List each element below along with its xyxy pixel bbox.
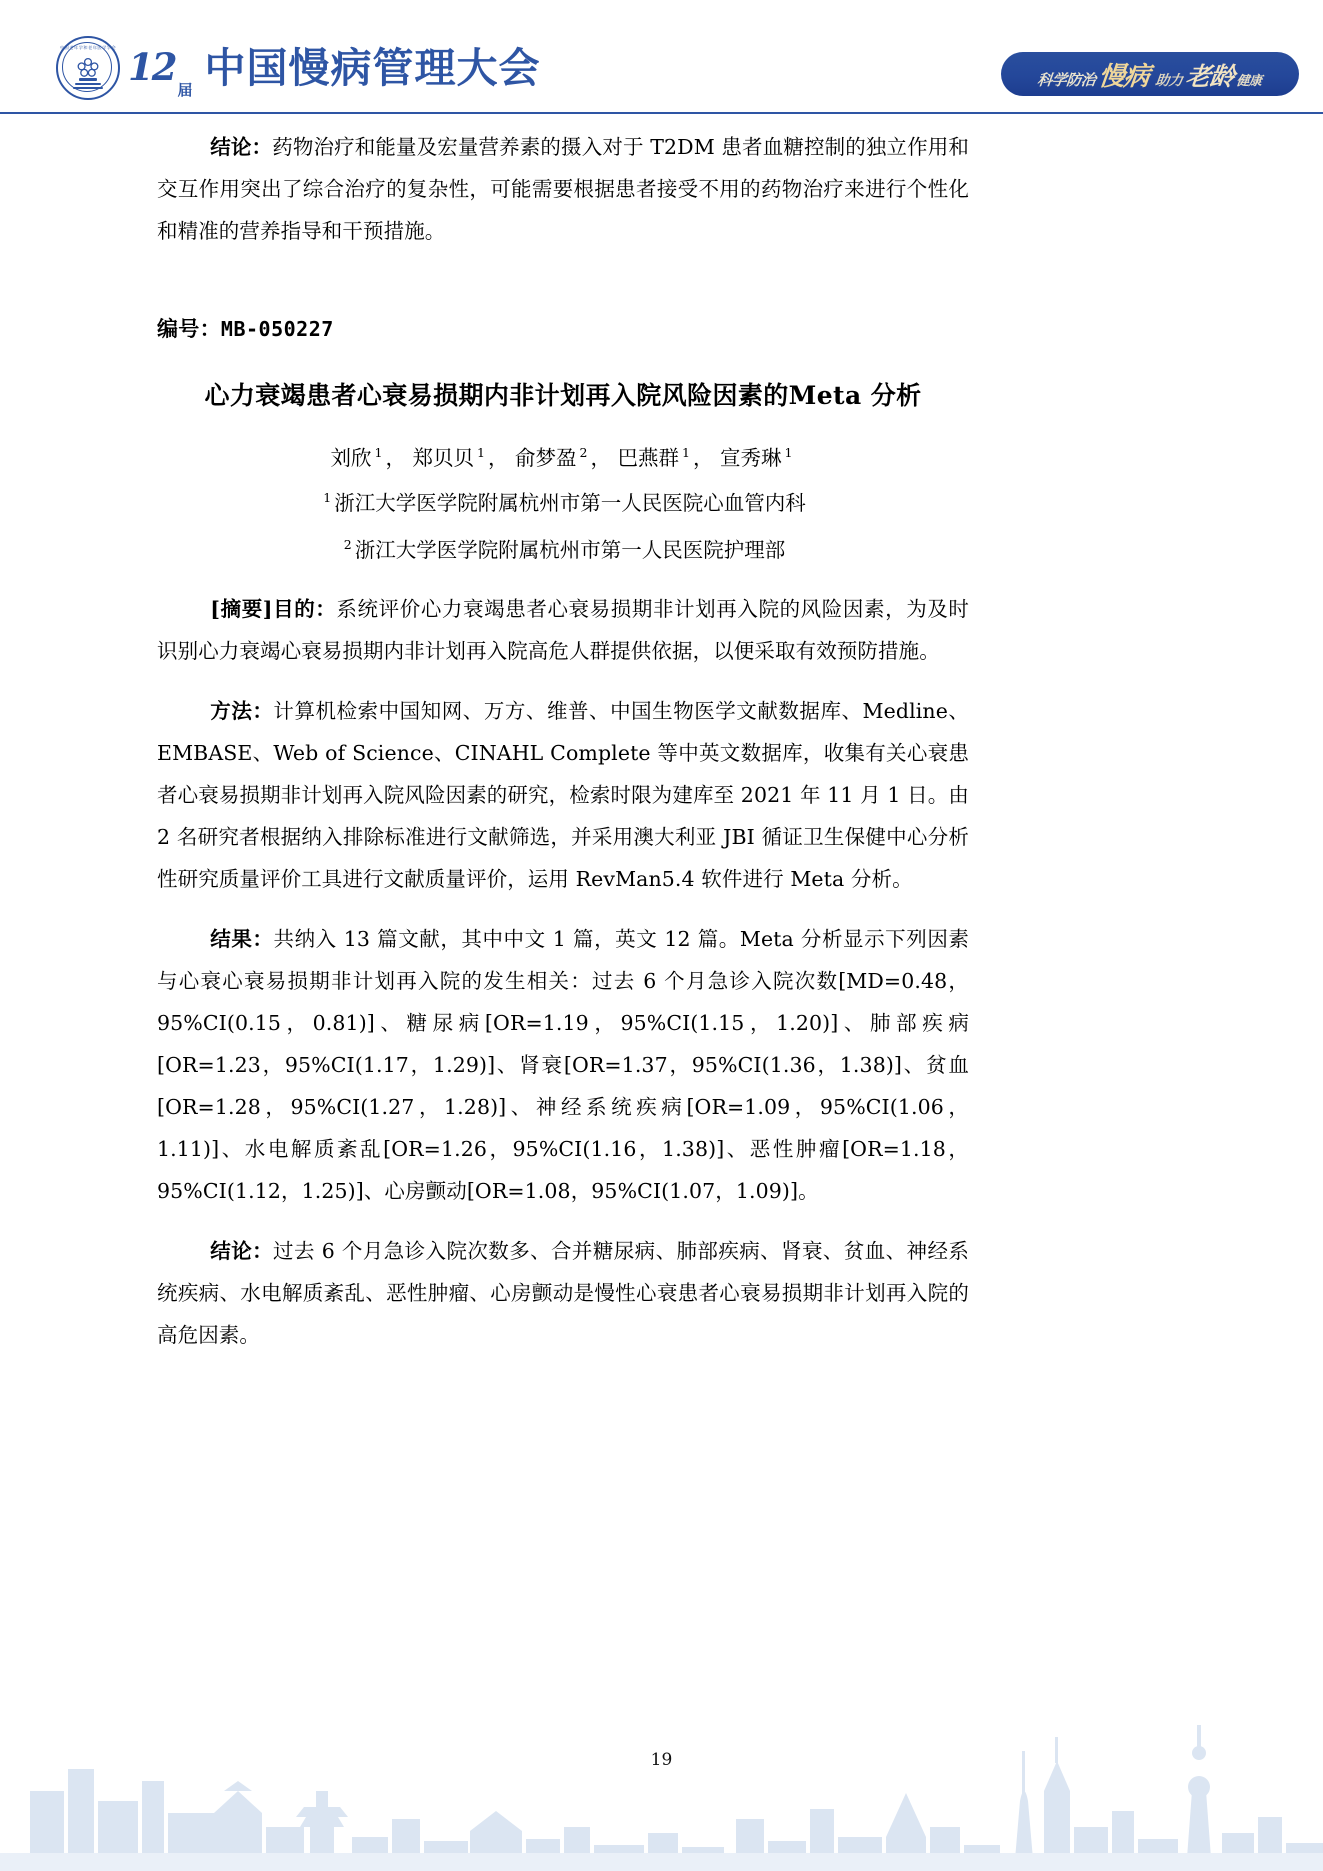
page-number: 19: [650, 1750, 673, 1770]
author-name: 郑贝贝: [412, 445, 475, 470]
author-name: 刘欣: [330, 445, 372, 470]
slogan-part-3: 助力: [1154, 72, 1184, 89]
affiliation-text: 浙江大学医学院附属杭州市第一人民医院心血管内科: [334, 490, 806, 515]
affiliation-text: 浙江大学医学院附属杭州市第一人民医院护理部: [354, 537, 786, 562]
conference-slogan-banner: [1001, 52, 1299, 96]
society-emblem-icon: [56, 36, 120, 100]
logo-edition-suffix: 届: [177, 81, 193, 99]
section-conclusion: [157, 1230, 969, 1356]
section-results: [157, 918, 969, 1212]
affiliation-marker: 1: [323, 489, 332, 505]
author-affiliation-marker: 2: [579, 445, 588, 460]
header-divider: [0, 112, 1323, 114]
author-name: 宣秀琳: [719, 445, 782, 470]
author-name: 俞梦盈: [515, 445, 577, 470]
previous-conclusion-label: 结论：: [210, 135, 273, 159]
section-results-text: 共纳入 13 篇文献，其中中文 1 篇，英文 12 篇。Meta 分析显示下列因素与心衰心衰易损期非计划再入院的发生相关：过去 6 个月急诊入院次数[MD=0.48，95%CI(0.15，0.81)]、糖尿病[OR=1.19，95%CI(1.15，1.20)]、肺部疾病[OR=1.23，95%CI(1.17，1.29)]、肾衰[OR=1.37，95%CI(1.36，1.38)]、贫血[OR=1.28，95%CI(1.27，1.28)]、神经系统疾病[OR=1.09，95%CI(1.06，1.11)]、水电解质紊乱[OR=1.26，95%CI(1.16，1.38)]、恶性肿瘤[OR=1.18，95%CI(1.12，1.25)]、心房颤动[OR=1.08，95%CI(1.07，1.09)]。: [157, 927, 969, 1204]
document-body: [157, 126, 969, 1356]
section-methods: [157, 690, 969, 900]
author-list: 刘欣 $^1$ ， 郑贝贝 $^1$ ， 俞梦盈 $^2$ ， 巴燕群 $^1$ ， 宣秀琳 $^1$: [157, 434, 969, 477]
section-methods-label: 方法：: [210, 699, 274, 724]
author-affiliation-marker: 1: [477, 445, 485, 460]
abstract-code-value: MB-050227: [220, 317, 334, 341]
section-results-label: 结果：: [210, 927, 274, 952]
author-affiliation-marker: 1: [682, 445, 690, 460]
section-objective-text: 系统评价心力衰竭患者心衰易损期非计划再入院的风险因素，为及时识别心力衰竭心衰易损期内非计划再入院高危人群提供依据，以便采取有效预防措施。: [157, 597, 969, 664]
affiliation-marker: 2: [343, 536, 352, 552]
abstract-title: [157, 376, 969, 416]
previous-abstract-conclusion: [157, 126, 969, 252]
emblem-ring-text: 中国老年学和老年医学学会: [59, 46, 117, 51]
slogan-part-1: 科学防治: [1036, 70, 1097, 89]
conference-logo: [56, 36, 541, 100]
abstract-title-zh-2: 分析: [870, 381, 922, 410]
section-conclusion-label: 结论：: [210, 1239, 274, 1264]
emblem-base-lines: [73, 77, 103, 89]
previous-conclusion-text: 药物治疗和能量及宏量营养素的摄入对于 T2DM 患者血糖控制的独立作用和交互作用突出了综合治疗的复杂性，可能需要根据患者接受不用的药物治疗来进行个性化和精准的营养指导和干预措施。: [157, 135, 969, 243]
section-objective: [157, 588, 969, 672]
section-methods-text: 计算机检索中国知网、万方、维普、中国生物医学文献数据库、Medline、EMBASE、Web of Science、CINAHL Complete 等中英文数据库，收集有关心衰患者心衰易损期非计划再入院风险因素的研究，检索时限为建库至 2021 年 11 月 1 日。由 2 名研究者根据纳入排除标准进行文献筛选，并采用澳大利亚 JBI 循证卫生保健中心分析性研究质量评价工具进行文献质量评价，运用 RevMan5.4 软件进行 Meta 分析。: [157, 699, 969, 892]
logo-edition-number: 12: [128, 45, 176, 90]
slogan-part-4: 老龄: [1184, 61, 1236, 91]
slogan-part-5: 健康: [1235, 73, 1263, 89]
slogan-part-2: 慢病: [1097, 61, 1151, 92]
conference-name: 中国慢病管理大会: [204, 43, 541, 92]
abstract-title-zh-1: 心力衰竭患者心衰易损期内非计划再入院风险因素的: [204, 381, 789, 410]
author-affiliation-marker: 1: [374, 445, 383, 460]
author-name: 巴燕群: [617, 445, 679, 470]
affiliation-2: [157, 524, 969, 571]
section-objective-label: [摘要]目的：: [210, 597, 337, 622]
author-affiliation-marker: 1: [784, 445, 793, 460]
plum-blossom-icon: [77, 57, 99, 77]
section-conclusion-text: 过去 6 个月急诊入院次数多、合并糖尿病、肺部疾病、肾衰、贫血、神经系统疾病、水电解质紊乱、恶性肿瘤、心房颤动是慢性心衰患者心衰易损期非计划再入院的高危因素。: [157, 1239, 969, 1348]
abstract-code-label: 编号：: [157, 316, 221, 341]
affiliation-1: [157, 477, 969, 524]
page-header: [0, 0, 1323, 113]
abstract-code: [157, 312, 969, 346]
abstract-title-en: Meta: [788, 381, 862, 410]
